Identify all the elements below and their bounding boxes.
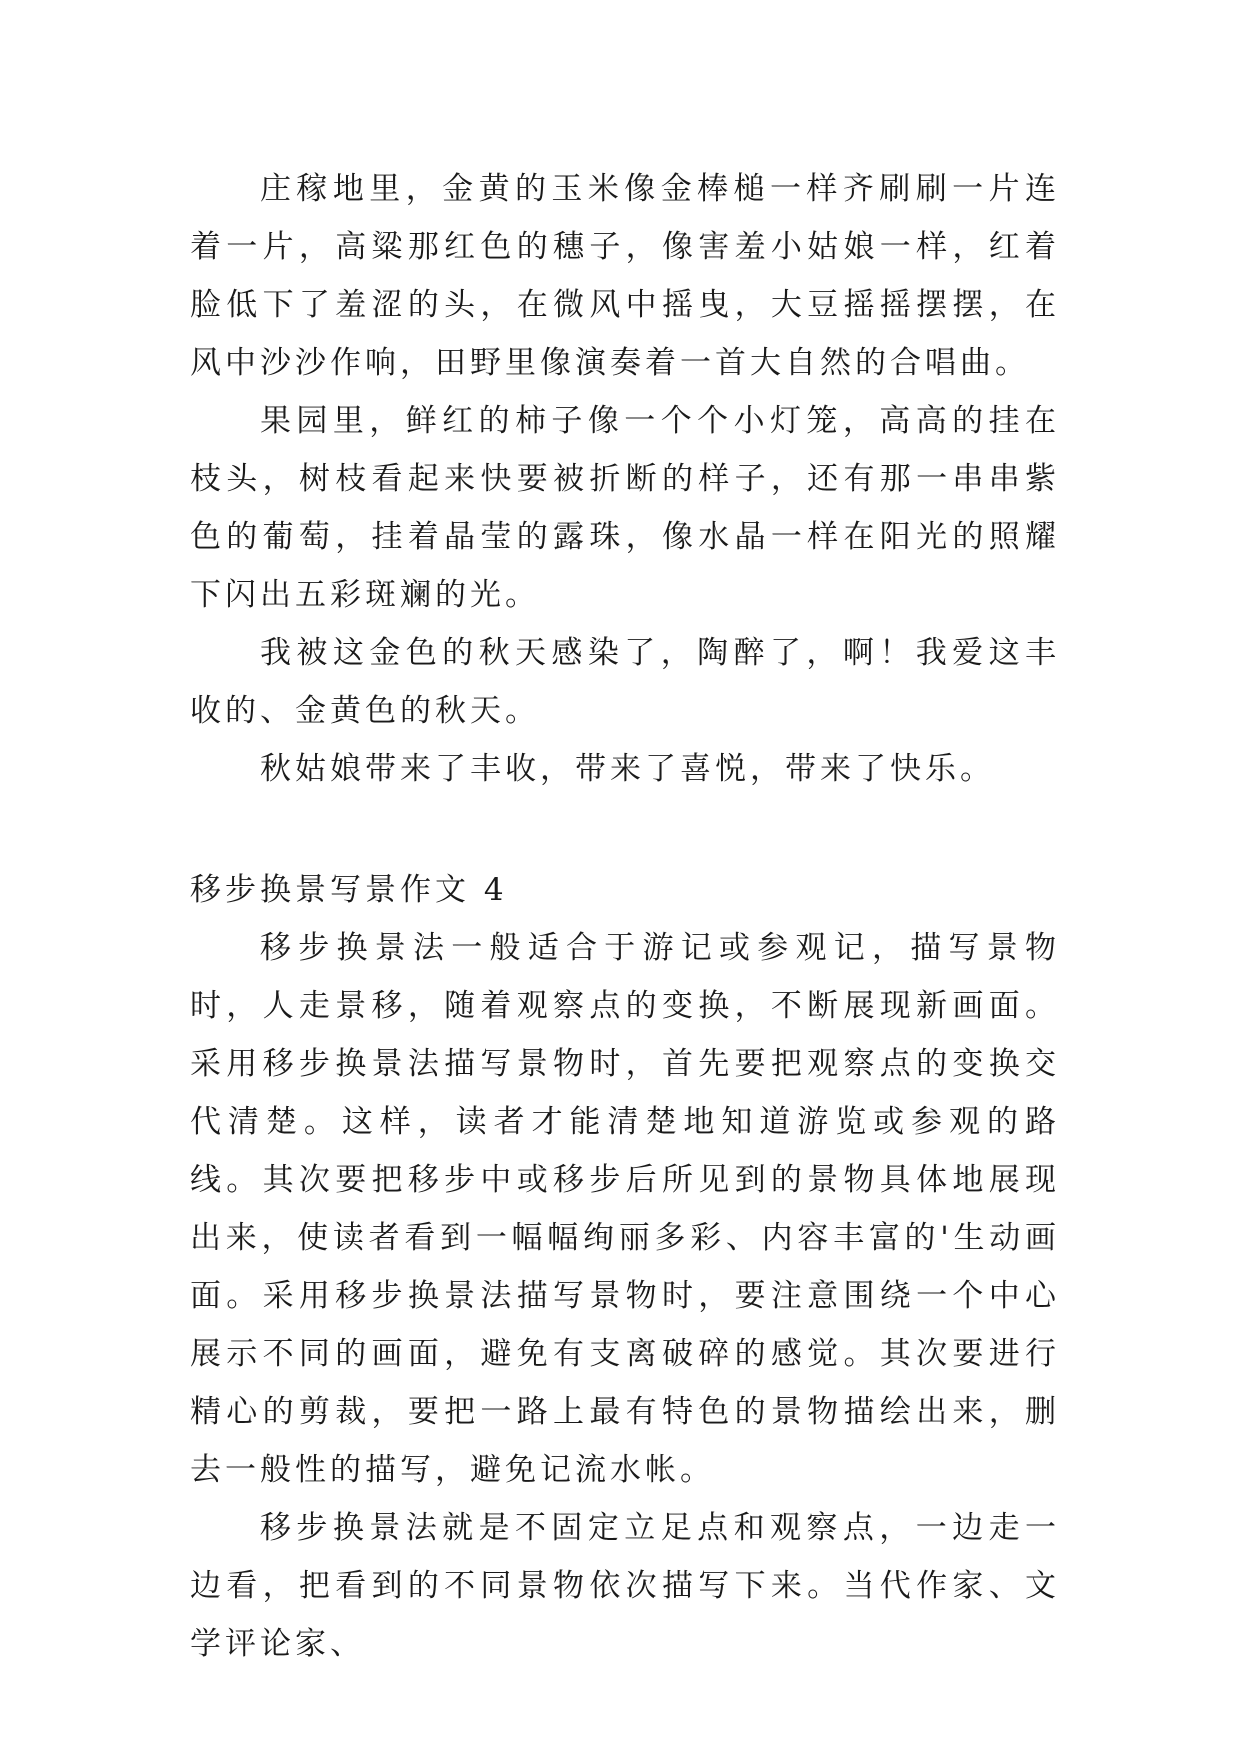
paragraph-autumn-girl: 秋姑娘带来了丰收，带来了喜悦，带来了快乐。 bbox=[260, 751, 995, 787]
document-body bbox=[190, 160, 1060, 1673]
paragraph-orchard: 果园里，鲜红的柿子像一个个小灯笼，高高的挂在枝头，树枝看起来快要被折断的样子，还有那一串串紫色的葡萄，挂着晶莹的露珠，像水晶一样在阳光的照耀下闪出五彩斑斓的光。 bbox=[190, 403, 1060, 613]
section-title: 移步换景写景作文 4 bbox=[190, 872, 508, 908]
paragraph-crops: 庄稼地里，金黄的玉米像金棒槌一样齐刷刷一片连着一片，高粱那红色的穗子，像害羞小姑娘一样，红着脸低下了羞涩的头，在微风中摇曳，大豆摇摇摆摆，在风中沙沙作响，田野里像演奏着一首大自然的合唱曲。 bbox=[190, 171, 1060, 381]
paragraph-method-definition: 移步换景法就是不固定立足点和观察点，一边走一边看，把看到的不同景物依次描写下来。当代作家、文学评论家、 bbox=[190, 1510, 1060, 1662]
paragraph-method-intro: 移步换景法一般适合于游记或参观记，描写景物时，人走景移，随着观察点的变换，不断展现新画面。采用移步换景法描写景物时，首先要把观察点的变换交代清楚。这样，读者才能清楚地知道游览或参观的路线。其次要把移步中或移步后所见到的景物具体地展现出来，使读者看到一幅幅绚丽多彩、内容丰富的'生动画面。采用移步换景法描写景物时，要注意围绕一个中心展示不同的画面，避免有支离破碎的感觉。其次要进行精心的剪裁，要把一路上最有特色的景物描绘出来，删去一般性的描写，避免记流水帐。 bbox=[190, 930, 1060, 1488]
paragraph-intoxicated: 我被这金色的秋天感染了，陶醉了，啊！我爱这丰收的、金黄色的秋天。 bbox=[190, 635, 1060, 729]
